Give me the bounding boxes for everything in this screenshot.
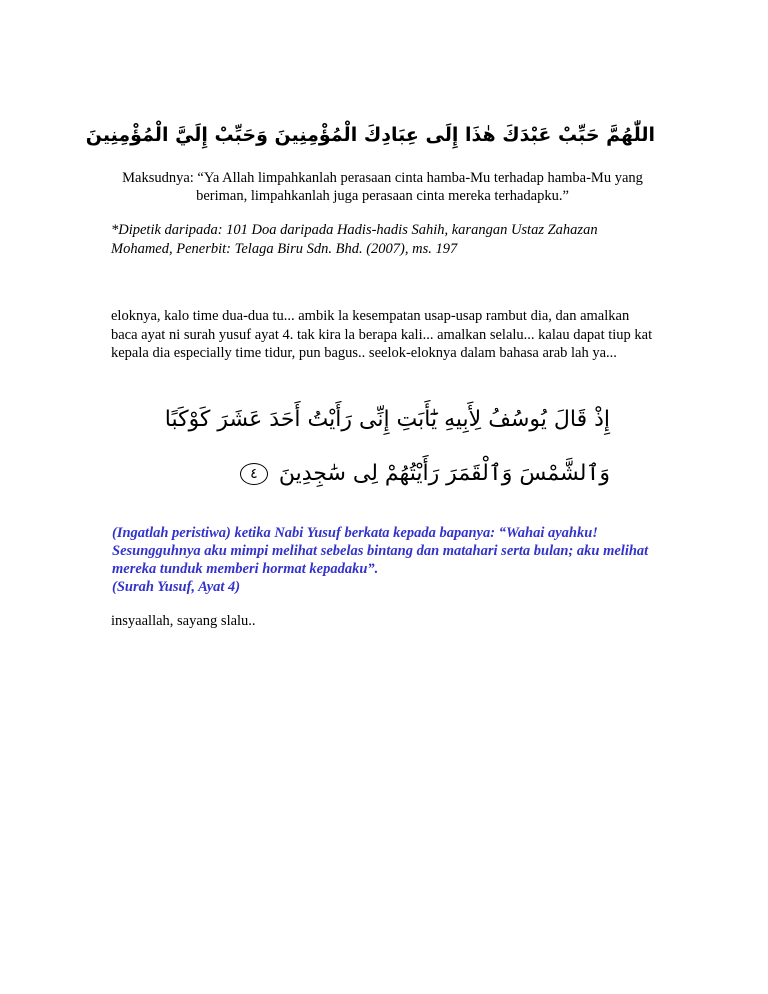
verse-translation [112, 524, 657, 596]
verse-reference: (Surah Yusuf, Ayat 4) [112, 579, 241, 595]
verse-line-1: إِذْ قَالَ يُوسُفُ لِأَبِيهِ يَٰٓأَبَتِ إِنِّى رَأَيْتُ أَحَدَ عَشَرَ كَوْكَبًا [164, 407, 610, 432]
dua-arabic-text: اللّٰهُمَّ حَبِّبْ عَبْدَكَ هٰذَا إِلَى عِبَادِكَ الْمُؤْمِنِينَ وَحَبِّبْ إِلَيَّ الْمُؤْمِنِينَ [85, 124, 655, 146]
verse-line-2 [110, 447, 610, 501]
quran-verse [110, 393, 610, 501]
closing-text: insyaallah, sayang slalu.. [111, 613, 256, 629]
body-paragraph: eloknya, kalo time dua-dua tu... ambik la kesempatan usap-usap rambut dia, dan amalkan baca ayat ni surah yusuf ayat 4. tak kira la berapa kali... amalkan selalu... kalau dapat tiup kat kepala dia especially time tidur, pun bagus.. seelok-eloknya dalam bahasa arab lah ya... [111, 308, 653, 361]
ayah-number-marker: ٤ [240, 463, 268, 485]
dua-citation: *Dipetik daripada: 101 Doa daripada Hadis-hadis Sahih, karangan Ustaz Zahazan Mohamed, Penerbit: Telaga Biru Sdn. Bhd. (2007), ms. 197 [111, 222, 598, 257]
dua-translation: Maksudnya: “Ya Allah limpahkanlah perasaan cinta hamba-Mu terhadap hamba-Mu yang beriman, limpahkanlah juga perasaan cinta mereka terhadapku.” [122, 170, 643, 204]
verse-translation-text: (Ingatlah peristiwa) ketika Nabi Yusuf berkata kepada bapanya: “Wahai ayahku! Sesungguhnya aku mimpi melihat sebelas bintang dan matahari serta bulan; aku melihat mereka tunduk memberi hormat kepadaku”. [112, 525, 649, 577]
verse-line-2-text: وَٱلشَّمْسَ وَٱلْقَمَرَ رَأَيْتُهُمْ لِى سَٰجِدِينَ [278, 461, 610, 486]
